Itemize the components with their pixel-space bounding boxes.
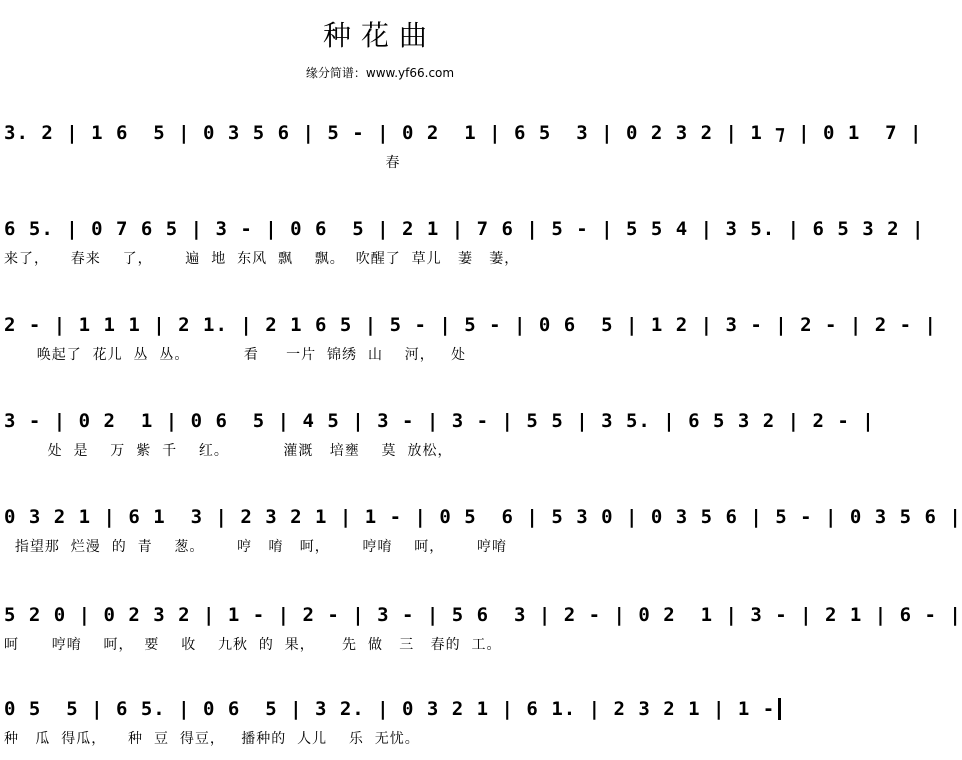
lyrics-line: 种 瓜 得瓜， 种 豆 得豆， 播种的 人儿 乐 无忧。 xyxy=(4,731,420,747)
song-title: 种花曲 xyxy=(322,19,437,52)
source-credit: 缘分简谱：www.yf66.com xyxy=(305,66,455,80)
notation-line xyxy=(4,684,781,720)
notation-line: 3 - | 0 2 1 | 0 6 5 | 4 5 | 3 - | 3 - | 5 5 | 3 5. | 6 5 3 2 | 2 - | xyxy=(4,410,875,432)
lyrics-line: 指望那 烂漫 的 青 葱。 哼 唷 呵， 哼唷 呵， 哼唷 xyxy=(4,539,508,555)
lyrics-line: 唤起了 花儿 丛 丛。 看 一片 锦绣 山 河， 处 xyxy=(4,347,467,363)
notation-line: 6 5. | 0 7 6 5 | 3 - | 0 6 5 | 2 1 | 7 6 | 5 - | 5 5 4 | 3 5. | 6 5 3 2 | xyxy=(4,218,925,240)
notation-text: 0 5 5 | 6 5. | 0 6 5 | 3 2. | 0 3 2 1 | 6 1. | 2 3 2 1 | 1 - xyxy=(4,698,776,720)
score-system-2 xyxy=(0,204,925,274)
lyrics-line: 春 xyxy=(4,155,401,171)
score-system-7 xyxy=(0,684,776,754)
lyrics-line: 来了， 春来 了， 遍 地 东风 飘 飘。 吹醒了 草儿 萋 萋， xyxy=(4,251,520,267)
score-system-4 xyxy=(0,396,875,466)
notation-line: 2 - | 1 1 1 | 2 1. | 2 1 6 5 | 5 - | 5 - | 0 6 5 | 1 2 | 3 - | 2 - | 2 - | xyxy=(4,314,937,336)
final-barline xyxy=(778,698,781,720)
notation-line: 0 3 2 1 | 6 1 3 | 2 3 2 1 | 1 - | 0 5 6 | 5 3 0 | 0 3 5 6 | 5 - | 0 3 5 6 | xyxy=(4,506,962,528)
score-system-6 xyxy=(0,590,962,660)
lyrics-line: 处 是 万 紫 千 红。 灌溉 培壅 莫 放松， xyxy=(4,443,453,459)
score-system-5 xyxy=(0,492,962,562)
score-system-3 xyxy=(0,300,937,370)
notation-line: 5 2 0 | 0 2 3 2 | 1 - | 2 - | 3 - | 5 6 3 | 2 - | 0 2 1 | 3 - | 2 1 | 6 - | xyxy=(4,604,962,626)
notation-line: 3. 2 | 1 6 5 | 0 3 5 6 | 5 - | 0 2 1 | 6 5 3 | 0 2 3 2 | 1 ⁊ | 0 1 7 | xyxy=(4,122,923,144)
lyrics-line: 呵 哼唷 呵， 要 收 九秋 的 果， 先 做 三 春的 工。 xyxy=(4,637,502,653)
score-system-1 xyxy=(0,108,923,178)
